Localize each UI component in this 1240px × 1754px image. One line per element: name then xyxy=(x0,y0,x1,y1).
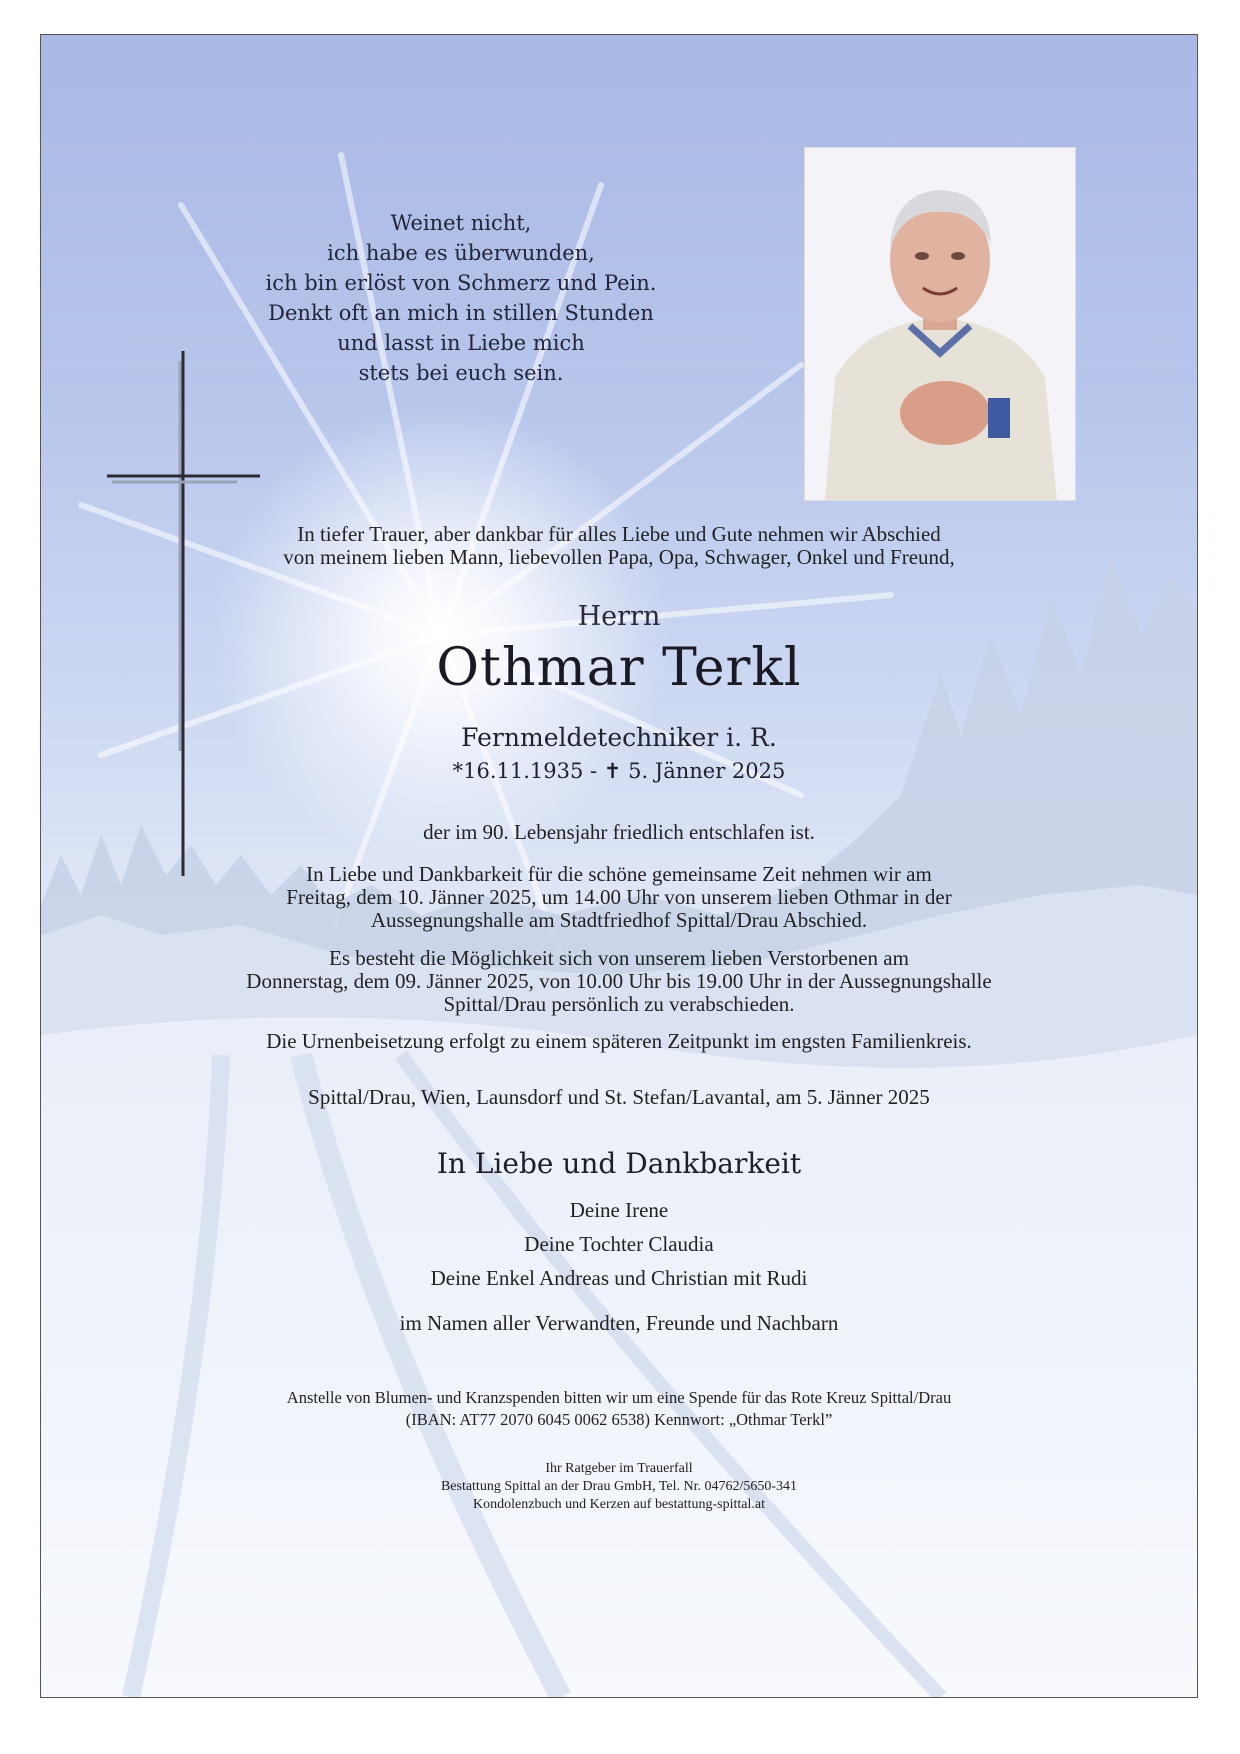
poem-line: ich habe es überwunden, xyxy=(327,241,595,265)
viewing-line: Spittal/Drau persönlich zu verabschieden. xyxy=(443,992,795,1016)
intro-line: von meinem lieben Mann, liebevollen Papa, Opa, Schwager, Onkel und Freund, xyxy=(283,545,955,569)
funeral-line: In Liebe und Dankbarkeit für die schöne gemeinsame Zeit nehmen wir am xyxy=(306,862,932,886)
poem-line: Denkt oft an mich in stillen Stunden xyxy=(268,301,654,325)
funeral-text xyxy=(41,863,1197,932)
funeral-line: Freitag, dem 10. Jänner 2025, um 14.00 Uhr von unserem lieben Othmar in der xyxy=(286,885,952,909)
viewing-line: Donnerstag, dem 09. Jänner 2025, von 10.00 Uhr bis 19.00 Uhr in der Aussegnungshalle xyxy=(246,969,992,993)
poem-line: Weinet nicht, xyxy=(390,211,532,235)
family-member: Deine Enkel Andreas und Christian mit Rudi xyxy=(430,1266,808,1290)
salutation: Herrn xyxy=(577,601,661,632)
poem-line: stets bei euch sein. xyxy=(358,361,564,385)
age-line: der im 90. Lebensjahr friedlich entschlafen ist. xyxy=(423,820,815,844)
poem-line: ich bin erlöst von Schmerz und Pein. xyxy=(265,271,657,295)
deceased-name: Othmar Terkl xyxy=(436,638,802,698)
donation-line: (IBAN: AT77 2070 6045 0062 6538) Kennwort: „Othmar Terkl” xyxy=(405,1410,833,1429)
place-date: Spittal/Drau, Wien, Launsdorf und St. Stefan/Lavantal, am 5. Jänner 2025 xyxy=(308,1085,930,1109)
obituary-card xyxy=(40,34,1198,1698)
urn-text: Die Urnenbeisetzung erfolgt zu einem späteren Zeitpunkt im engsten Familienkreis. xyxy=(266,1029,972,1053)
intro-line: In tiefer Trauer, aber dankbar für alles Liebe und Gute nehmen wir Abschied xyxy=(297,522,941,546)
donation-text xyxy=(41,1387,1197,1431)
life-dates: *16.11.1935 - ✝ 5. Jänner 2025 xyxy=(452,759,786,783)
viewing-text xyxy=(41,947,1197,1016)
family-member: Deine Tochter Claudia xyxy=(524,1232,714,1256)
relatives-line: im Namen aller Verwandten, Freunde und Nachbarn xyxy=(399,1311,839,1335)
closing-heading: In Liebe und Dankbarkeit xyxy=(436,1147,802,1180)
footer-line: Bestattung Spittal an der Drau GmbH, Tel. Nr. 04762/5650-341 xyxy=(440,1479,798,1494)
funeral-line: Aussegnungshalle am Stadtfriedhof Spittal/Drau Abschied. xyxy=(370,908,868,932)
poem-line: und lasst in Liebe mich xyxy=(337,331,585,355)
portrait-photo xyxy=(804,147,1076,501)
intro-text xyxy=(41,523,1197,569)
viewing-line: Es besteht die Möglichkeit sich von unserem lieben Verstorbenen am xyxy=(329,946,909,970)
footer-line: Ihr Ratgeber im Trauerfall xyxy=(545,1461,693,1476)
donation-line: Anstelle von Blumen- und Kranzspenden bitten wir um eine Spende für das Rote Kreuz Spittal/Drau xyxy=(286,1388,952,1407)
profession: Fernmeldetechniker i. R. xyxy=(461,723,777,752)
poem xyxy=(251,208,671,388)
footer-line: Kondolenzbuch und Kerzen auf bestattung-spittal.at xyxy=(473,1497,765,1512)
footer xyxy=(41,1460,1197,1514)
family-member: Deine Irene xyxy=(569,1198,669,1222)
